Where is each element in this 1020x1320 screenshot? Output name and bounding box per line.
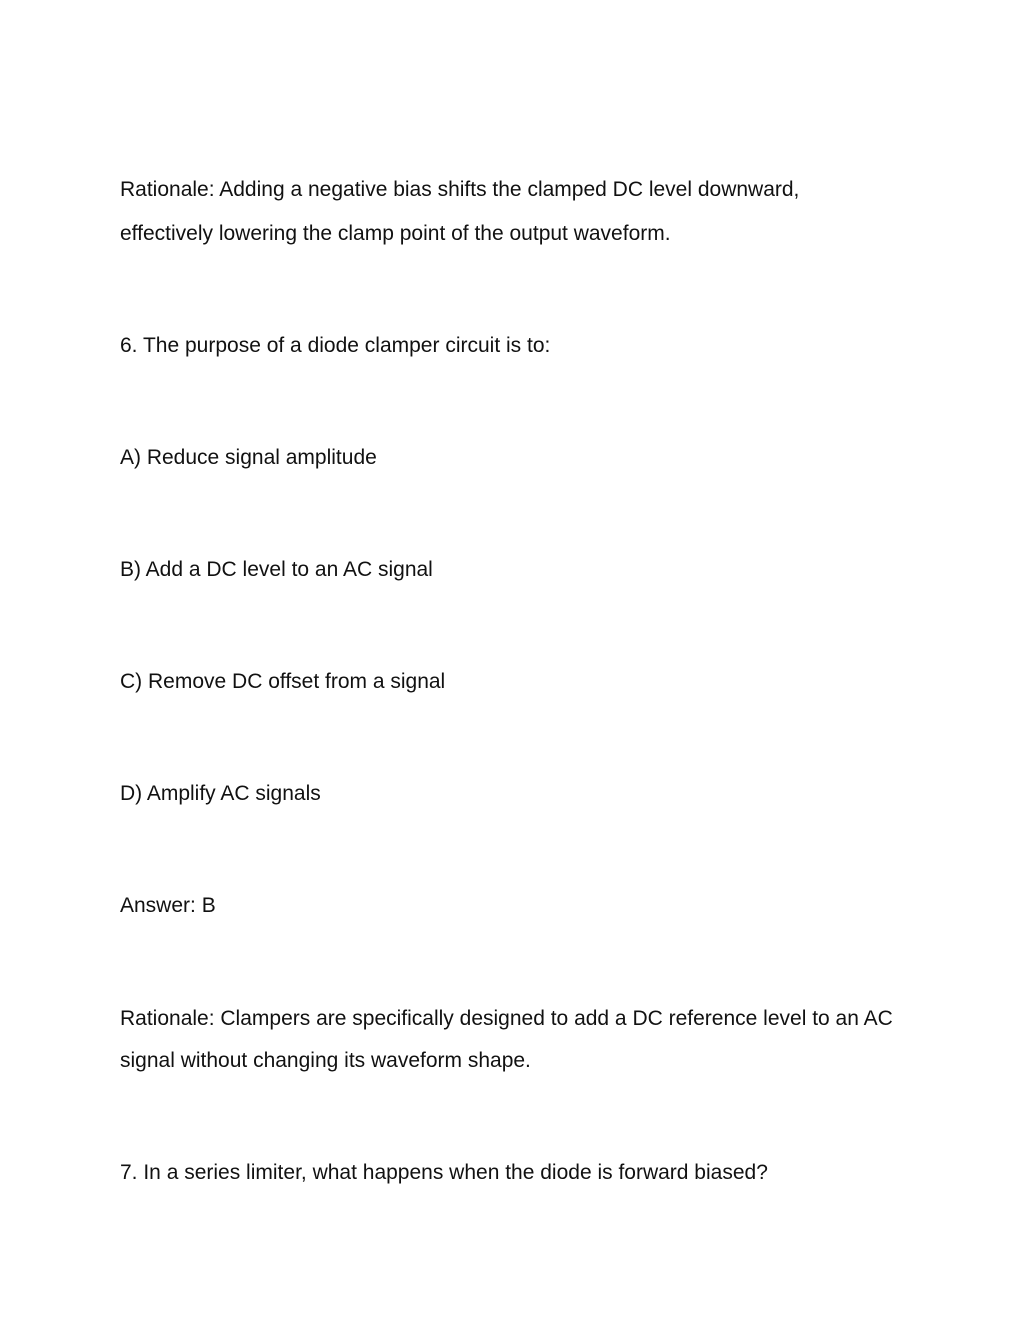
option-d: D) Amplify AC signals — [120, 782, 321, 805]
rationale-line-2: effectively lowering the clamp point of the output waveform. — [120, 222, 671, 245]
rationale-6-line-2: signal without changing its waveform shape. — [120, 1049, 531, 1072]
rationale-6-line-1: Rationale: Clampers are specifically designed to add a DC reference level to an AC — [120, 1007, 893, 1030]
option-b: B) Add a DC level to an AC signal — [120, 558, 433, 581]
rationale-line-1: Rationale: Adding a negative bias shifts the clamped DC level downward, — [120, 178, 800, 201]
option-c: C) Remove DC offset from a signal — [120, 670, 446, 693]
answer-line: Answer: B — [120, 894, 216, 917]
option-a: A) Reduce signal amplitude — [120, 446, 377, 469]
question-6-prompt: 6. The purpose of a diode clamper circuit is to: — [120, 334, 551, 357]
question-7-prompt: 7. In a series limiter, what happens when the diode is forward biased? — [120, 1161, 768, 1184]
